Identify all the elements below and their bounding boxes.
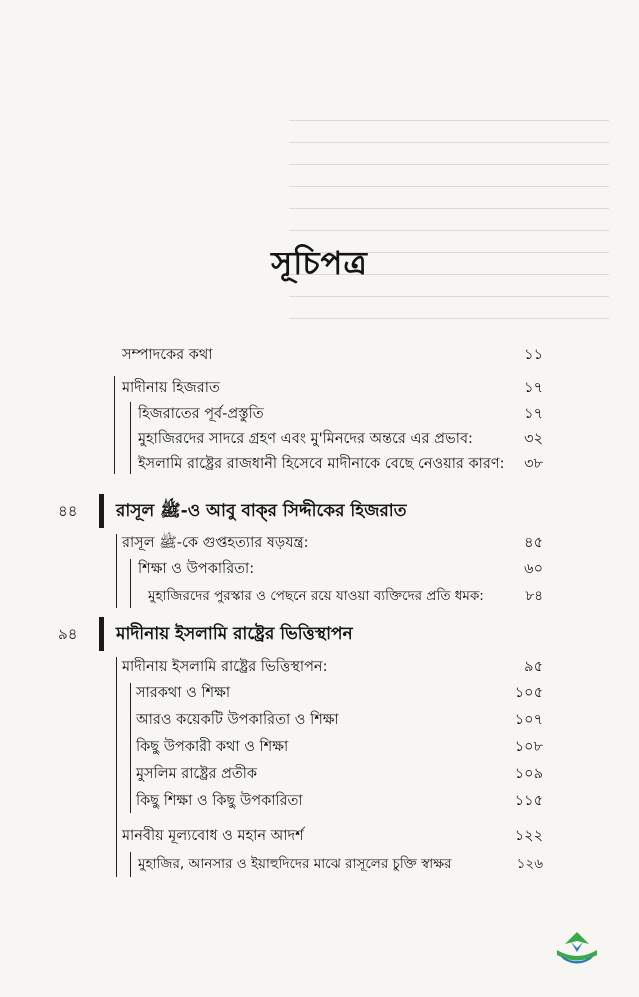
toc-entry[interactable]	[0, 708, 639, 732]
chapter-page: ৪৪	[58, 502, 78, 520]
toc-entry[interactable]	[0, 343, 639, 367]
toc-entry[interactable]	[0, 852, 639, 876]
publisher-logo-icon	[551, 928, 603, 968]
toc-entry-page: ১২২	[514, 828, 543, 844]
chapter-bar	[99, 494, 104, 528]
toc-entry-title: মাদীনায় হিজরাত	[122, 380, 220, 396]
toc-entry-page: ১২৬	[516, 856, 543, 872]
toc-entry-title: সারকথা ও শিক্ষা	[136, 685, 231, 701]
toc-entry-title: মুহাজিরদের পুরস্কার ও পেছনে রয়ে যাওয়া ব্যক্তিদের প্রতি ধমক:	[148, 588, 484, 604]
toc-entry-page: ১০৯	[514, 766, 543, 782]
chapter-heading[interactable]	[0, 494, 639, 528]
toc-entry[interactable]	[0, 735, 639, 759]
toc-entry-page: ১০৫	[514, 685, 543, 701]
toc-entry[interactable]	[0, 681, 639, 705]
toc-entry-page: ১১৫	[514, 793, 543, 809]
toc-entry-page: ১৭	[524, 380, 543, 396]
toc-entry-title: ইসলামি রাষ্ট্রের রাজধানী হিসেবে মাদীনাকে বেছে নেওয়ার কারণ:	[138, 456, 505, 472]
toc-entry-title: মুসলিম রাষ্ট্রের প্রতীক	[136, 766, 258, 782]
toc-entry-page: ৩৮	[524, 456, 543, 472]
toc-entry-title: কিছু শিক্ষা ও কিছু উপকারিতা	[136, 793, 303, 809]
toc-entry-title: মাদীনায় ইসলামি রাষ্ট্রের ভিত্তিস্থাপন:	[122, 659, 328, 675]
toc-entry[interactable]	[0, 452, 639, 476]
toc-entry-page: ১১	[524, 347, 543, 363]
toc-entry[interactable]	[0, 762, 639, 786]
toc-entry[interactable]	[0, 584, 639, 608]
toc-entry-page: ৩২	[524, 431, 543, 447]
toc-entry-title: মুহাজির, আনসার ও ইয়াহুদিদের মাঝে রাসূলের চুক্তি স্বাক্ষর	[138, 856, 452, 872]
toc-entry-page: ১৭	[524, 406, 543, 422]
page-title: সূচিপত্র	[271, 244, 368, 282]
toc-entry[interactable]	[0, 655, 639, 679]
toc-entry-title: মুহাজিরদের সাদরে গ্রহণ এবং মু'মিনদের অন্তরে এর প্রভাব:	[138, 431, 473, 447]
toc-entry-title: সম্পাদকের কথা	[122, 347, 213, 363]
toc-entry-page: ৮৪	[525, 588, 543, 604]
toc-entry-title: আরও কয়েকটি উপকারিতা ও শিক্ষা	[136, 712, 339, 728]
toc-entry-title: কিছু উপকারী কথা ও শিক্ষা	[136, 739, 289, 755]
bleed-through-lines	[289, 120, 609, 340]
toc-entry-title: মানবীয় মূল্যবোধ ও মহান আদর্শ	[122, 828, 304, 844]
toc-entry-title: রাসূল ﷺ-কে গুপ্তহত্যার ষড়যন্ত্র:	[122, 535, 309, 551]
chapter-bar	[99, 617, 104, 651]
toc-entry-page: ৬০	[524, 561, 543, 577]
toc-entry-page: ১০৭	[514, 712, 543, 728]
toc-entry-title: শিক্ষা ও উপকারিতা:	[138, 561, 255, 577]
toc-entry[interactable]	[0, 557, 639, 581]
toc-entry[interactable]	[0, 427, 639, 451]
toc-entry[interactable]	[0, 402, 639, 426]
toc-entry-title: হিজরাতের পূর্ব-প্রস্তুতি	[138, 406, 264, 422]
chapter-title: রাসূল ﷺ-ও আবু বাক্‌র সিদ্দীকের হিজরাত	[116, 501, 407, 521]
toc-entry[interactable]	[0, 531, 639, 555]
chapter-title: মাদীনায় ইসলামি রাষ্ট্রের ভিত্তিস্থাপন	[116, 624, 353, 644]
toc-entry[interactable]	[0, 376, 639, 400]
toc-entry-page: ৪৫	[524, 535, 543, 551]
toc-entry-page: ১০৮	[514, 739, 543, 755]
toc-entry-page: ৯৫	[524, 659, 543, 675]
toc-entry[interactable]	[0, 789, 639, 813]
toc-entry[interactable]	[0, 824, 639, 848]
chapter-heading[interactable]	[0, 617, 639, 651]
chapter-page: ৯৪	[58, 625, 78, 643]
